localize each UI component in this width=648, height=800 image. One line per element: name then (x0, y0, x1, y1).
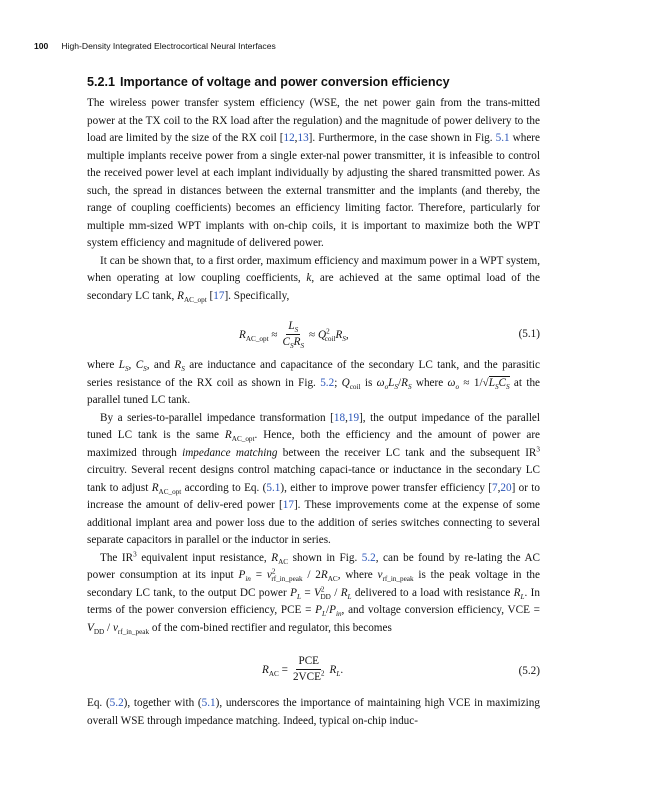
paragraph-2: It can be shown that, to a first order, maximum efficiency and maximum power in a WPT system, when operating at low coupling coefficients, k, are achieved at the same optimal load of the secondary LC tank, $R_{AC\_opt}$ [17]. Specifically, (87, 254, 540, 304)
citation-link[interactable]: 19 (347, 411, 360, 424)
paragraph-6: Eq. (5.2), together with (5.1), underscores the importance of maintaining high VCE in maximizing overall WSE through impedance matching. Indeed, typical on-chip induc- (87, 697, 540, 727)
equation-link[interactable]: 5.1 (201, 697, 216, 709)
citation-link[interactable]: 12 (283, 132, 295, 144)
body-block-3 (87, 695, 540, 730)
paragraph-4: By a series-to-parallel impedance transformation [18,19], the output impedance of the parallel tuned LC tank is the same $R_{AC\_opt}$. Hence, both the efficiency and the amount of power are maximized through impedance matching between the receiver LC tank and the subsequent $IR^3$ circuitry. Several recent designs control matching capaci-tance or inductance in the secondary LC tank to adjust $R_{AC\_opt}$ according to Eq. (5.1), either to improve power transfer efficiency [7,20] or to increase the amount of deliv-ered power [17]. These improvements come at the expense of some additional implant area and power loss due to the addition of series switches connecting to several separate capacitors in parallel or the inductor in series. (87, 411, 541, 546)
figure-link[interactable]: 5.1 (495, 132, 510, 144)
body-block-2 (87, 357, 540, 637)
equation-5-2: $R_{AC}$ = $\frac{\text{PCE}}{2VCE^2}$ $R_L$. (5.2) (262, 655, 540, 683)
citation-link[interactable]: 20 (500, 481, 512, 494)
citation-link[interactable]: 17 (213, 289, 225, 302)
figure-link[interactable]: 5.2 (361, 551, 376, 564)
citation-link[interactable]: 13 (297, 132, 309, 144)
equation-number: (5.1) (518, 328, 540, 340)
paragraph-1: The wireless power transfer system efficiency (WSE, the net power gain from the trans-mitted power at the TX coil to the RX load after the regulation) and the magnitude of power delivery to the load are limited by the size of the RX coil [12,13]. Furthermore, in the case shown in Fig. 5.1 where multiple implants receive power from a single exter-nal power transmitter, it is infeasible to control the received power level at each implant individually by adjusting the shared transmitted power. As such, the spread in distances between the external transmitter and the implants (and thereby, the range of coupling coefficients) becomes an efficiency limiting factor. Therefore, particularly for multiple mm-sized WPT implants with on-chip coils, it is important to maximize both the WPT system efficiency and magnitude of delivered power. (87, 97, 540, 249)
figure-link[interactable]: 5.2 (320, 376, 335, 389)
page-number: 100 (34, 41, 49, 51)
citation-link[interactable]: 17 (282, 499, 294, 511)
citation-link[interactable]: 18 (333, 411, 346, 424)
section-title: Importance of voltage and power conversion efficiency (120, 75, 450, 89)
paragraph-5: The $IR^3$ equivalent input resistance, $R_{AC}$ shown in Fig. 5.2, can be found by re-lating the AC power consumption at its input $P_{in} = v^2_{rf\_in\_peak} / 2R_{AC}$, where $v_{rf\_in\_peak}$ is the peak voltage in the secondary LC tank, to the output DC power $P_L = V^2_{DD} / R_L$ delivered to a load with resistance $R_L$. In terms of the power conversion efficiency, PCE = $P_L/P_{in}$, and voltage conversion efficiency, VCE = $V_{DD} / v_{rf\_in\_peak}$ of the com-bined rectifier and regulator, this becomes (87, 549, 541, 636)
citation-link[interactable]: 7 (492, 481, 498, 494)
paragraph-3: where $L_S$, $C_S$, and $R_S$ are inductance and capacitance of the secondary LC tank, and the parasitic series resistance of the RX coil as shown in Fig. 5.2; $Q_{coil}$ is $\omega_oL_S/R_S$ where $\omega_o \approx 1/√L_SC_S$ at the parallel tuned LC tank. (87, 359, 541, 406)
equation-link[interactable]: 5.1 (266, 481, 281, 494)
running-title: High-Density Integrated Electrocortical Neural Interfaces (61, 41, 276, 51)
running-header (34, 41, 276, 51)
equation-number: (5.2) (518, 665, 540, 677)
section-number: 5.2.1 (87, 75, 116, 89)
body-block-1 (87, 95, 540, 305)
equation-5-1: $R_{AC\_opt}$ ≈ $\frac{L_S}{C_SR_S}$ ≈ $Q^2_{coil}R_S$, (5.1) (239, 320, 540, 351)
equation-link[interactable]: 5.2 (109, 697, 124, 709)
section-heading (87, 75, 450, 89)
